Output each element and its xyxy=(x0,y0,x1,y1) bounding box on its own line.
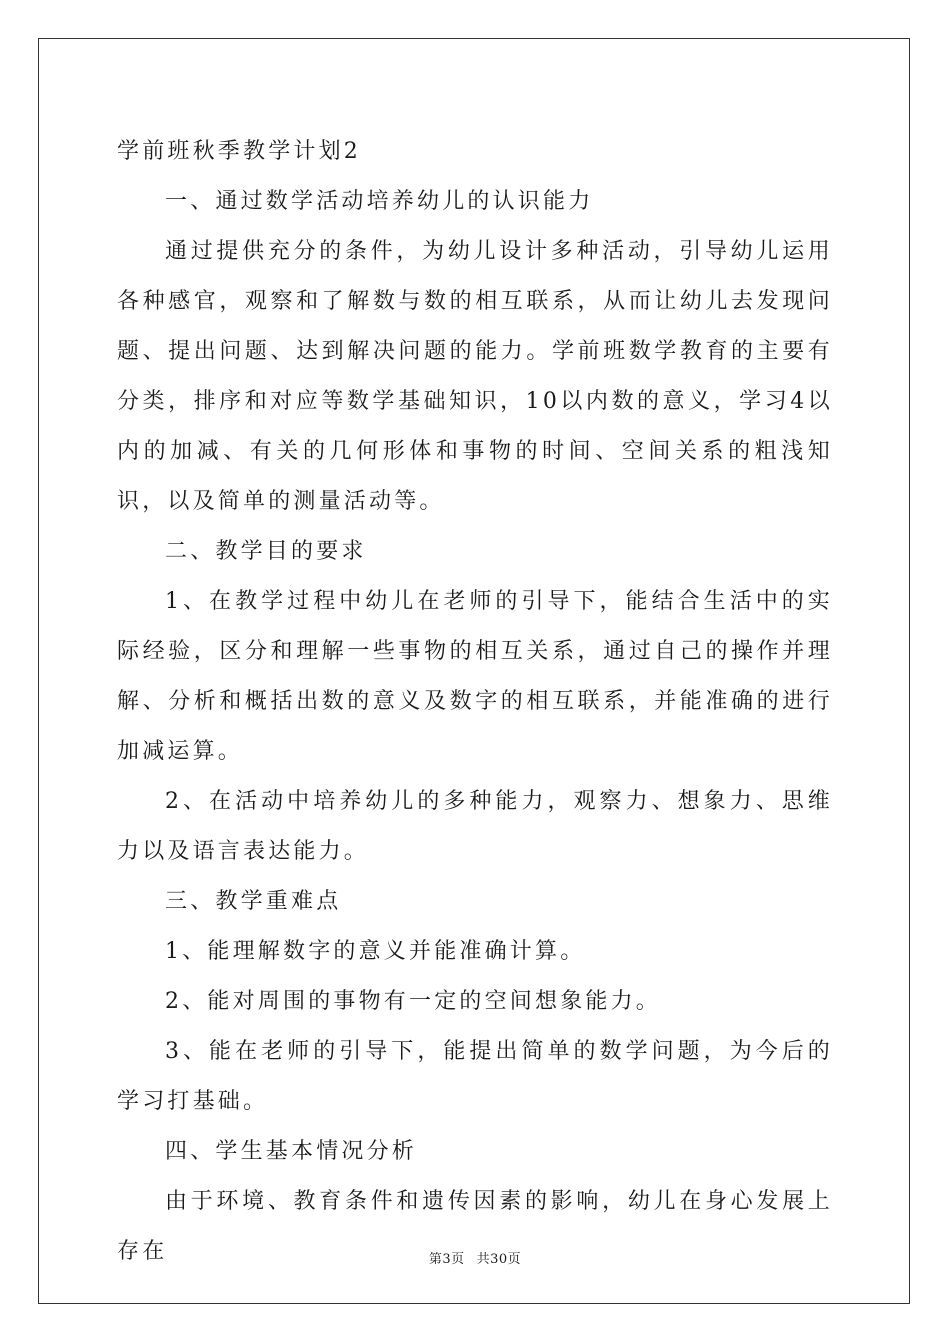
paragraph-4: 1、能理解数字的意义并能准确计算。 xyxy=(165,939,586,964)
page-total: 共30页 xyxy=(476,1252,522,1267)
page-number: 第3页 xyxy=(428,1252,465,1267)
section-heading-3: 三、教学重难点 xyxy=(165,889,342,914)
paragraph-3: 2、在活动中培养幼儿的多种能力，观察力、想象力、思维力以及语言表达能力。 xyxy=(117,789,833,864)
page-footer xyxy=(0,1248,950,1267)
paragraph-6: 3、能在老师的引导下，能提出简单的数学问题，为今后的学习打基础。 xyxy=(117,1039,833,1114)
document-title: 学前班秋季教学计划2 xyxy=(117,139,361,164)
paragraph-2: 1、在教学过程中幼儿在老师的引导下，能结合生活中的实际经验，区分和理解一些事物的相互关系，通过自己的操作并理解、分析和概括出数的意义及数字的相互联系，并能准确的进行加减运算。 xyxy=(117,589,833,764)
section-heading-4: 四、学生基本情况分析 xyxy=(165,1139,418,1164)
section-heading-1: 一、通过数学活动培养幼儿的认识能力 xyxy=(165,189,594,214)
paragraph-1: 通过提供充分的条件，为幼儿设计多种活动，引导幼儿运用各种感官，观察和了解数与数的相互联系，从而让幼儿去发现问题、提出问题、达到解决问题的能力。学前班数学教育的主要有分类，排序和对应等数学基础知识，10以内数的意义，学习4以内的加减、有关的几何形体和事物的时间、空间关系的粗浅知识，以及简单的测量活动等。 xyxy=(117,239,833,514)
section-heading-2: 二、教学目的要求 xyxy=(165,539,367,564)
document-body xyxy=(117,127,833,1277)
paragraph-5: 2、能对周围的事物有一定的空间想象能力。 xyxy=(165,989,661,1014)
paragraph-7: 由于环境、教育条件和遗传因素的影响，幼儿在身心发展上存在 xyxy=(117,1189,833,1264)
